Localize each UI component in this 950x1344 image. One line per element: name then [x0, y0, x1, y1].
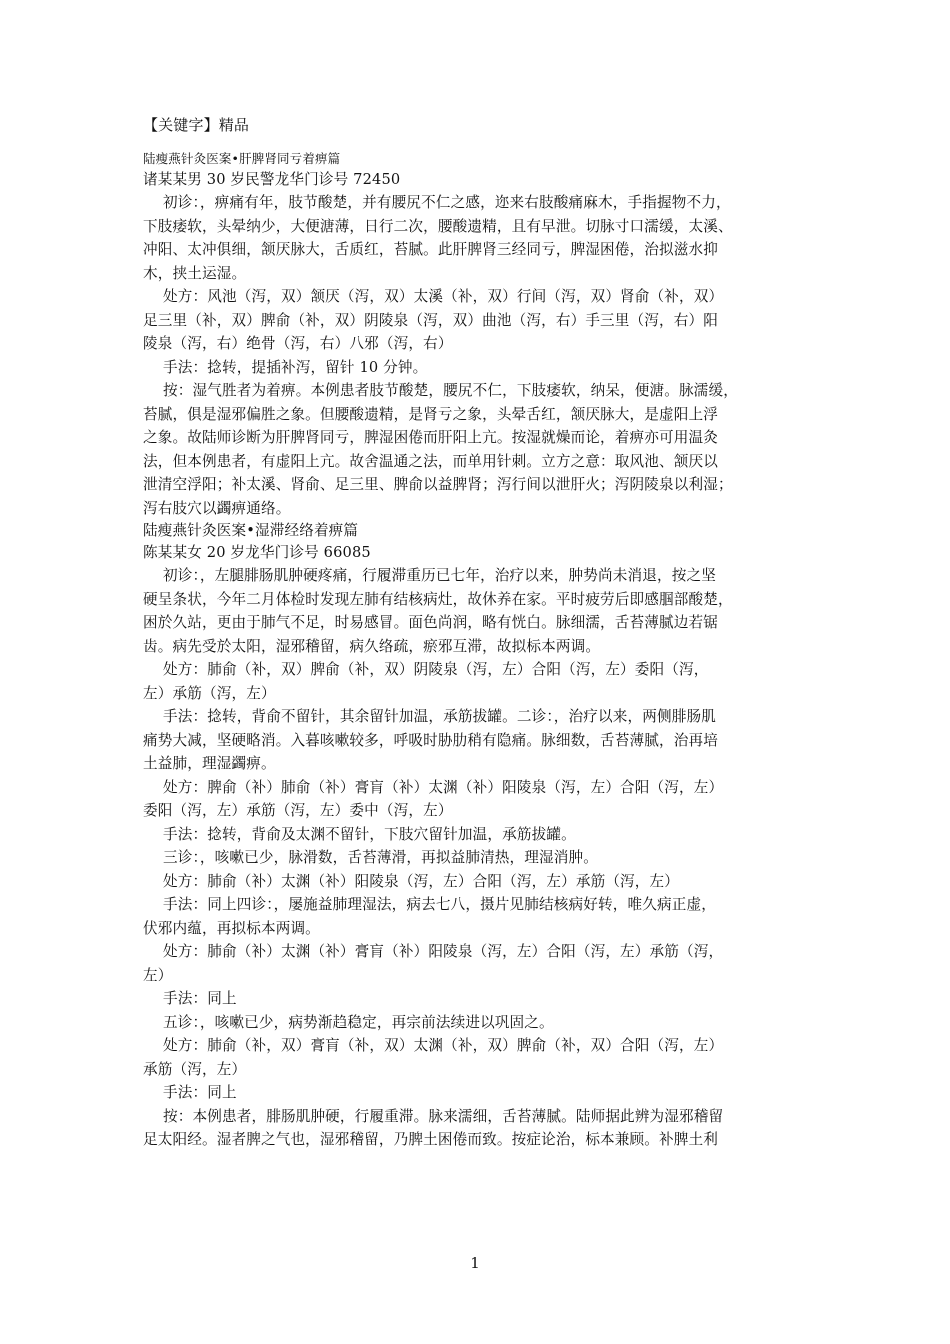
text-line: 左）承筋（泻，左） [143, 684, 276, 702]
text-line: 法，但本例患者，有虚阳上亢。故舍温通之法，而单用针刺。立方之意：取风池、颔厌以 [143, 452, 719, 470]
text-line: 承筋（泻，左） [143, 1060, 247, 1078]
text-line: 困於久站，更由于肺气不足，时易感冒。面色尚润，略有恍白。脉细濡，舌苔薄腻边若锯 [143, 614, 719, 631]
text-line: 处方：肺俞（补，双）膏肓（补，双）太渊（补，双）脾俞（补，双）合阳（泻，左） [163, 1037, 724, 1054]
text-line: 处方：脾俞（补）肺俞（补）膏肓（补）太渊（补）阳陵泉（泻，左）合阳（泻，左） [163, 778, 724, 796]
text-line: 三诊：，咳嗽已少，脉滑数，舌苔薄滑，再拟益肺清热，理湿消肿。 [163, 849, 599, 866]
text-line: 手法：捻转，提插补泻，留针 10 分钟。 [163, 358, 428, 376]
text-line: 处方：肺俞（补）太渊（补）阳陵泉（泻，左）合阳（泻，左）承筋（泻，左） [163, 872, 680, 890]
text-line: 伏邪内蕴，再拟标本两调。 [143, 919, 320, 937]
text-line: 按：湿气胜者为着痹。本例患者肢节酸楚，腰尻不仁，下肢痿软，纳呆，便溏。脉濡缓， [163, 382, 739, 399]
text-line: 按：本例患者，腓肠肌肿硬，行履重滞。脉来濡细，舌苔薄腻。陆师据此辨为湿邪稽留 [163, 1107, 724, 1125]
text-line: 冲阳、太冲俱细，颔厌脉大，舌质红，苔腻。此肝脾肾三经同亏，脾湿困倦，治拟滋水抑 [143, 241, 719, 258]
text-line: 陈某某女 20 岁龙华门诊号 66085 [143, 544, 371, 561]
text-line: 五诊：，咳嗽已少，病势渐趋稳定，再宗前法续进以巩固之。 [163, 1013, 554, 1031]
text-line: 处方：风池（泻，双）颔厌（泻，双）太溪（补，双）行间（泻，双）肾俞（补，双） [163, 288, 724, 305]
text-line: 左） [143, 966, 173, 984]
keyword-line: 【关键字】精品 [143, 116, 250, 134]
text-line: 委阳（泻，左）承筋（泻，左）委中（泻，左） [143, 802, 453, 819]
text-line: 土益肺，理湿蠲痹。 [143, 755, 276, 772]
text-line: 手法：同上四诊：，屡施益肺理湿法，病去七八，摄片见肺结核病好转，唯久病正虚， [163, 896, 716, 913]
text-line: 痛势大减，坚硬略消。入暮咳嗽较多，呼吸时胁肋稍有隐痛。脉细数，舌苔薄腻，治再培 [143, 731, 719, 749]
text-line: 齿。病先受於太阳，湿邪稽留，病久络疏，瘀邪互滞，故拟标本两调。 [143, 637, 601, 655]
text-line: 苔腻，俱是湿邪偏胜之象。但腰酸遗精，是肾亏之象，头晕舌红，颔厌脉大，是虚阳上浮 [143, 405, 719, 423]
text-line: 初诊：，左腿腓肠肌肿硬疼痛，行履滞重历已七年，治疗以来，肿势尚未消退，按之坚 [163, 567, 716, 584]
text-line: 处方：肺俞（补）太渊（补）膏肓（补）阳陵泉（泻，左）合阳（泻，左）承筋（泻， [163, 943, 724, 960]
text-line: 手法：捻转，背俞不留针，其余留针加温，承筋拔罐。二诊：，治疗以来，两侧腓肠肌 [163, 708, 716, 725]
text-line: 足太阳经。湿者脾之气也，湿邪稽留，乃脾土困倦而致。按症论治，标本兼顾。补脾土利 [143, 1131, 719, 1148]
text-line: 初诊：，痹痛有年，肢节酸楚，并有腰尻不仁之感，迩来右肢酸痛麻木，手指握物不力， [163, 194, 731, 211]
text-lines [143, 149, 826, 1152]
text-line: 泻右肢穴以蠲痹通络。 [143, 499, 291, 517]
text-line: 手法：同上 [163, 1084, 237, 1101]
text-line: 足三里（补，双）脾俞（补，双）阴陵泉（泻，双）曲池（泻，右）手三里（泻，右）阳 [143, 311, 719, 329]
document-body [143, 113, 826, 1152]
text-line: 陵泉（泻，右）绝骨（泻，右）八邪（泻，右） [143, 335, 453, 352]
text-line: 木，挟土运湿。 [143, 264, 247, 282]
text-line: 诸某某男 30 岁民警龙华门诊号 72450 [143, 171, 401, 188]
text-line: 陆瘦燕针灸医案•肝脾肾同亏着痹篇 [143, 151, 341, 166]
text-line: 处方：肺俞（补，双）脾俞（补，双）阴陵泉（泻，左）合阳（泻，左）委阳（泻， [163, 661, 709, 678]
text-line: 下肢痿软，头晕纳少，大便溏薄，日行二次，腰酸遗精，且有早泄。切脉寸口濡缓，太溪、 [143, 217, 733, 235]
text-line: 手法：同上 [163, 990, 237, 1007]
text-line: 之象。故陆师诊断为肝脾肾同亏，脾湿困倦而肝阳上亢。按湿就燥而论，着痹亦可用温灸 [143, 429, 719, 446]
text-line: 硬呈条状，今年二月体检时发现左肺有结核病灶，故休养在家。平时疲劳后即感腘部酸楚， [143, 590, 733, 608]
text-line: 陆瘦燕针灸医案•湿滞经络着痹篇 [143, 522, 359, 539]
text-line: 泄清空浮阳；补太溪、肾俞、足三里、脾俞以益脾肾；泻行间以泄肝火；泻阴陵泉以利湿； [143, 476, 733, 493]
page-number: 1 [470, 1254, 480, 1272]
text-line: 手法：捻转，背俞及太渊不留针，下肢穴留针加温，承筋拔罐。 [163, 825, 576, 843]
